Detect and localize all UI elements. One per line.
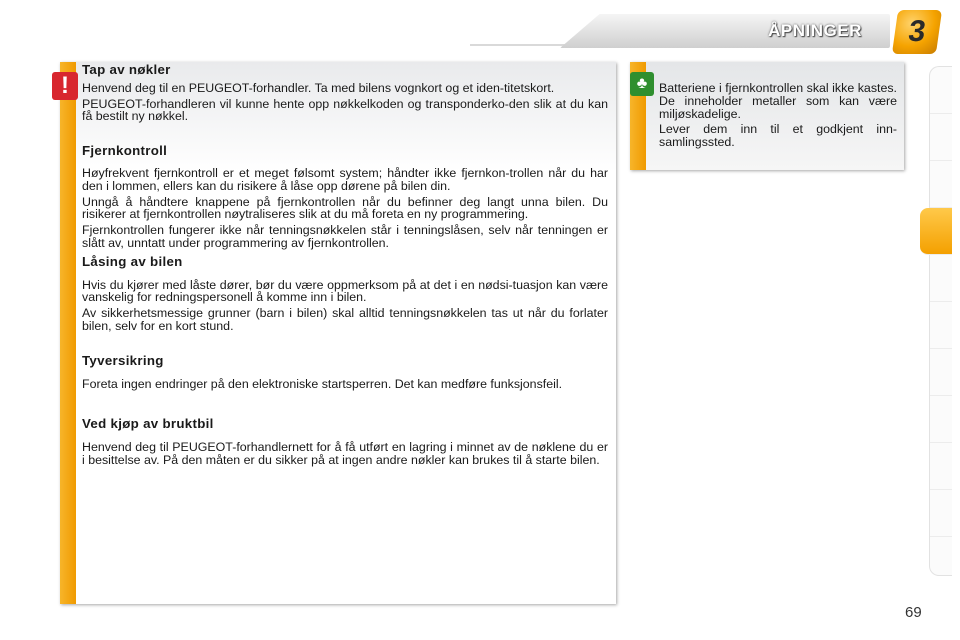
paragraph: Fjernkontrollen fungerer ikke når tenningsnøkkelen står i tenningslåsen, selv når tenningen er slått av, unntatt under programmering av fjernkontrollen. bbox=[82, 223, 608, 250]
chapter-tab-active[interactable] bbox=[920, 208, 952, 255]
paragraph: Høyfrekvent fjernkontroll er et meget følsomt system; håndter ikke fjernkon-trollen når du har den i lommen, ellers kan du risikere å låse opp dørene på bilen din. bbox=[82, 165, 608, 193]
exclamation-icon: ! bbox=[52, 72, 78, 100]
section-heading: Tyversikring bbox=[82, 352, 164, 368]
chapter-tab[interactable] bbox=[930, 349, 952, 396]
paragraph: Henvend deg til en PEUGEOT-forhandler. Ta med bilens vognkort og et iden-titetskort. bbox=[82, 80, 555, 95]
section-heading: Fjernkontroll bbox=[82, 143, 168, 159]
chapter-tab-strip bbox=[929, 66, 952, 576]
chapter-title: ÅPNINGER bbox=[768, 21, 862, 40]
paragraph: Lever dem inn til et godkjent inn-samlingssted. bbox=[659, 122, 897, 150]
chapter-tab[interactable] bbox=[930, 396, 952, 443]
paragraph: Av sikkerhetsmessige grunner (barn i bilen) skal alltid tenningsnøkkelen tas ut når du forlater bilen, selv for en kort stund. bbox=[82, 306, 608, 333]
chapter-tab[interactable] bbox=[930, 67, 952, 114]
chapter-tab[interactable] bbox=[930, 302, 952, 349]
paragraph: PEUGEOT-forhandleren vil kunne hente opp nøkkelkoden og transponderko-den slik at du kan få bestilt ny nøkkel. bbox=[82, 96, 608, 124]
paragraph: Batteriene i fjernkontrollen skal ikke kastes. De inneholder metaller som kan være miljøskadelige. bbox=[659, 81, 897, 121]
chapter-tab[interactable] bbox=[930, 114, 952, 161]
chapter-number-badge: 3 bbox=[892, 10, 942, 54]
chapter-tab[interactable] bbox=[930, 443, 952, 490]
panel-accent-stripe bbox=[60, 62, 76, 604]
paragraph: Unngå å håndtere knappene på fjernkontrollen når du befinner deg langt unna bilen. Du risikerer at fjernkontrollen nøytraliseres slik at du må foreta en ny programmering. bbox=[82, 194, 608, 222]
chapter-tab[interactable] bbox=[930, 490, 952, 537]
section-heading: Låsing av bilen bbox=[82, 253, 183, 269]
chapter-tab[interactable] bbox=[930, 161, 952, 208]
page-number: 69 bbox=[905, 604, 922, 621]
paragraph: Foreta ingen endringer på den elektroniske startsperren. Det kan medføre funksjonsfeil. bbox=[82, 376, 563, 391]
paragraph: Henvend deg til PEUGEOT-forhandlernett for å få utført en lagring i minnet av de nøklene du er i besittelse av. På den måten er du sikker på at ingen andre nøkler kan brukes til å starte bilen. bbox=[82, 440, 608, 467]
section-heading: Ved kjøp av bruktbil bbox=[82, 416, 214, 432]
chapter-tab[interactable] bbox=[930, 255, 952, 302]
paragraph: Hvis du kjører med låste dører, bør du være oppmerksom på at det i en nødsi-tuasjon kan være vanskelig for redningspersonell å komme inn i bilen. bbox=[82, 277, 608, 305]
section-heading: Tap av nøkler bbox=[82, 62, 171, 77]
tip-content bbox=[659, 82, 897, 149]
clover-icon: ♣ bbox=[630, 72, 654, 96]
main-content bbox=[82, 64, 608, 467]
